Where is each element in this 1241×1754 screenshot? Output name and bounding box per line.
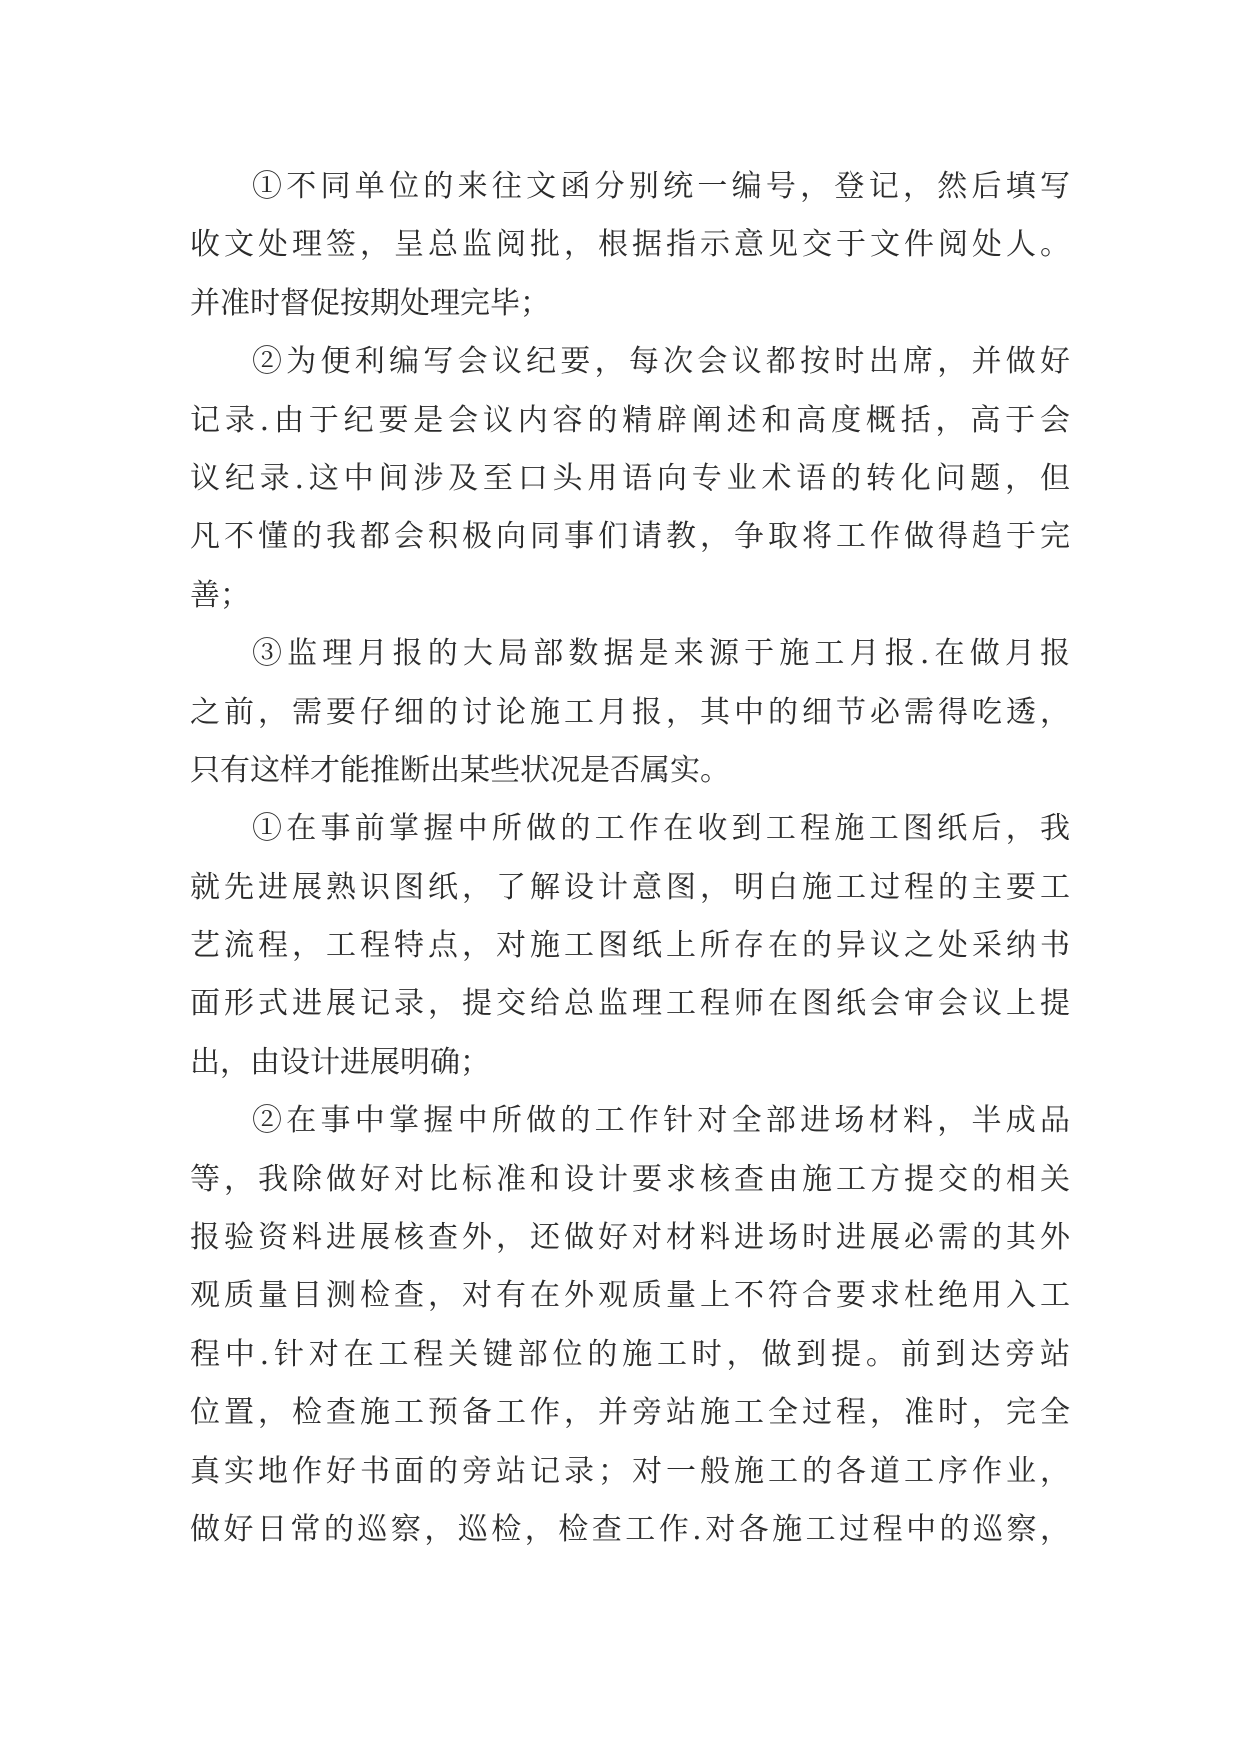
paragraph-line: 收文处理签，呈总监阅批，根据指示意见交于文件阅处人。 xyxy=(190,227,1070,263)
paragraph-line: 就先进展熟识图纸，了解设计意图，明白施工过程的主要工 xyxy=(190,869,1070,905)
paragraph-line: 真实地作好书面的旁站记录；对一般施工的各道工序作业， xyxy=(190,1453,1070,1489)
paragraph-5 xyxy=(190,1092,1070,1559)
paragraph-line: ②在事中掌握中所做的工作针对全部进场材料，半成品 xyxy=(252,1103,1070,1139)
paragraph-line: 只有这样才能推断出某些状况是否属实。 xyxy=(190,752,730,788)
paragraph-2 xyxy=(190,333,1070,625)
paragraph-line: 做好日常的巡察，巡检，检查工作.对各施工过程中的巡察， xyxy=(190,1511,1070,1547)
paragraph-line: 善； xyxy=(190,577,250,613)
paragraph-line: 凡不懂的我都会积极向同事们请教，争取将工作做得趋于完 xyxy=(190,519,1070,555)
paragraph-1 xyxy=(190,158,1070,333)
paragraph-line: 程中.针对在工程关键部位的施工时，做到提。前到达旁站 xyxy=(190,1336,1070,1372)
paragraph-line: 报验资料进展核查外，还做好对材料进场时进展必需的其外 xyxy=(190,1220,1070,1256)
paragraph-4 xyxy=(190,800,1070,1092)
paragraph-line: 记录.由于纪要是会议内容的精辟阐述和高度概括，高于会 xyxy=(190,402,1070,438)
paragraph-line: 面形式进展记录，提交给总监理工程师在图纸会审会议上提 xyxy=(190,986,1070,1022)
paragraph-line: ①不同单位的来往文函分别统一编号，登记，然后填写 xyxy=(252,169,1070,204)
paragraph-line: 艺流程，工程特点，对施工图纸上所存在的异议之处采纳书 xyxy=(190,928,1070,964)
paragraph-line: ②为便利编写会议纪要，每次会议都按时出席，并做好 xyxy=(252,344,1070,380)
paragraph-line: ③监理月报的大局部数据是来源于施工月报.在做月报 xyxy=(252,636,1070,672)
paragraph-line: ①在事前掌握中所做的工作在收到工程施工图纸后，我 xyxy=(252,811,1070,847)
paragraph-line: 出，由设计进展明确； xyxy=(190,1044,490,1080)
paragraph-line: 之前，需要仔细的讨论施工月报，其中的细节必需得吃透， xyxy=(190,694,1070,730)
paragraph-line: 议纪录.这中间涉及至口头用语向专业术语的转化问题，但 xyxy=(190,460,1070,496)
paragraph-line: 位置，检查施工预备工作，并旁站施工全过程，准时，完全 xyxy=(190,1395,1070,1431)
paragraph-3 xyxy=(190,625,1070,800)
paragraph-line: 观质量目测检查，对有在外观质量上不符合要求杜绝用入工 xyxy=(190,1278,1070,1314)
paragraph-line: 等，我除做好对比标准和设计要求核查由施工方提交的相关 xyxy=(190,1161,1070,1197)
paragraph-line: 并准时督促按期处理完毕； xyxy=(190,285,550,321)
document-body xyxy=(190,158,1070,1559)
